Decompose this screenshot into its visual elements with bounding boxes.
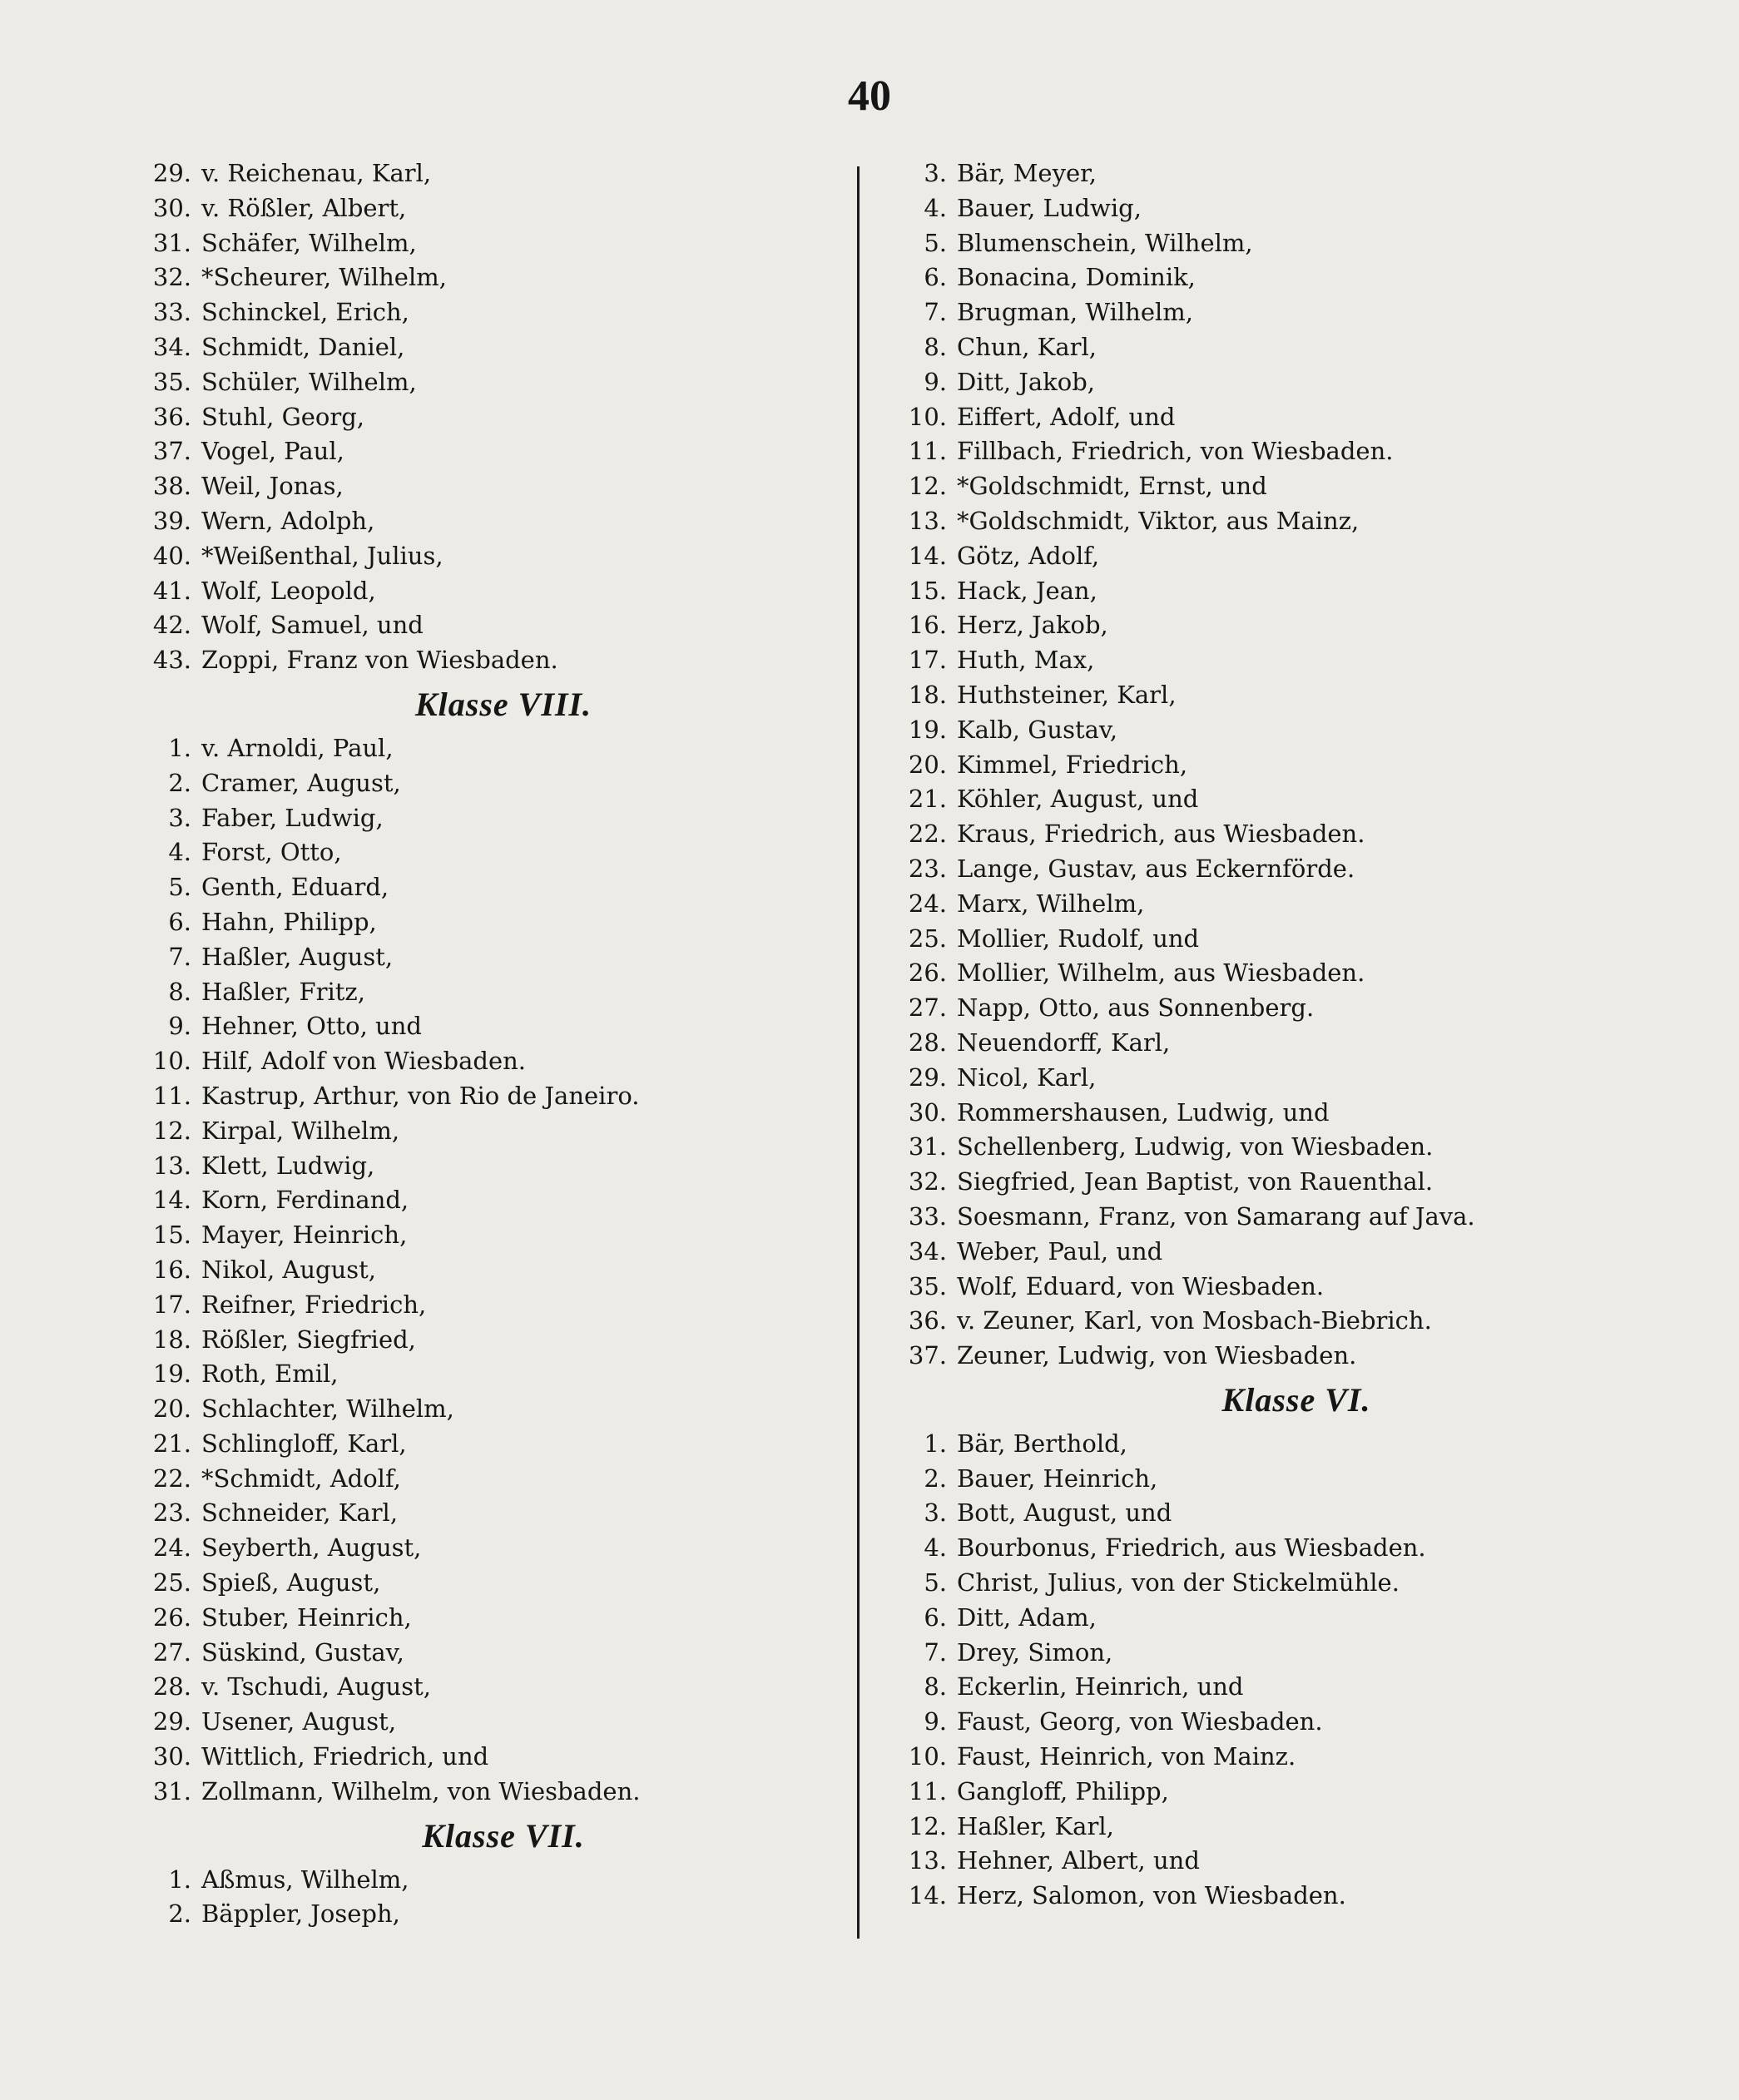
entry-number: 12. <box>152 1116 191 1145</box>
entry-number: 22. <box>908 820 947 849</box>
student-entry <box>889 1270 1604 1305</box>
entry-number: 1. <box>168 1865 191 1894</box>
entry-number: 20. <box>908 750 947 779</box>
student-name: *Goldschmidt, Viktor, aus Mainz, <box>957 506 1360 535</box>
student-entry <box>133 731 840 766</box>
student-name: Hack, Jean, <box>957 576 1097 605</box>
student-name: Kalb, Gustav, <box>957 715 1118 744</box>
entry-number: 41. <box>152 576 191 605</box>
entry-number: 8. <box>924 1672 947 1701</box>
entry-number: 24. <box>152 1533 191 1563</box>
student-name: Huth, Max, <box>957 646 1095 675</box>
student-name: Götz, Adolf, <box>957 541 1100 570</box>
student-entry <box>889 1427 1604 1462</box>
entry-number: 27. <box>152 1637 191 1667</box>
student-name: Bourbonus, Friedrich, aus Wiesbaden. <box>957 1533 1426 1563</box>
student-name: Gangloff, Philipp, <box>957 1776 1169 1805</box>
student-name: Bott, August, und <box>957 1498 1172 1528</box>
entry-number: 16. <box>152 1255 191 1284</box>
student-name: Rommershausen, Ludwig, und <box>957 1097 1330 1127</box>
student-entry <box>889 504 1604 539</box>
student-name: Chun, Karl, <box>957 332 1097 361</box>
student-entry <box>133 574 840 609</box>
student-entry <box>889 887 1604 922</box>
student-entry <box>889 400 1604 435</box>
student-entry <box>133 1670 840 1705</box>
student-entry <box>133 295 840 330</box>
student-name: Hahn, Philipp, <box>201 907 377 936</box>
student-entry <box>133 1114 840 1149</box>
student-name: Nikol, August, <box>201 1255 377 1284</box>
student-entry <box>133 1601 840 1636</box>
student-name: Lange, Gustav, aus Eckernförde. <box>957 854 1355 883</box>
student-entry <box>889 1165 1604 1200</box>
entry-number: 12. <box>908 1811 947 1840</box>
student-name: Schüler, Wilhelm, <box>201 367 417 396</box>
student-entry <box>133 330 840 365</box>
student-name: Schlachter, Wilhelm, <box>201 1394 454 1424</box>
entry-number: 30. <box>152 1742 191 1771</box>
student-name: Vogel, Paul, <box>201 437 344 466</box>
entry-number: 5. <box>168 873 191 902</box>
entry-number: 17. <box>152 1290 191 1319</box>
entry-number: 15. <box>908 576 947 605</box>
entry-number: 24. <box>908 889 947 918</box>
entry-number: 30. <box>152 193 191 222</box>
student-entry <box>889 191 1604 226</box>
student-entry <box>133 1897 840 1932</box>
student-name: Mollier, Wilhelm, aus Wiesbaden. <box>957 958 1365 988</box>
student-entry <box>889 1705 1604 1740</box>
student-entry <box>889 678 1604 713</box>
class-heading: Klasse VI. <box>1221 1380 1371 1419</box>
entry-number: 7. <box>168 942 191 971</box>
student-name: Zollmann, Wilhelm, von Wiesbaden. <box>201 1776 641 1805</box>
student-entry <box>133 940 840 975</box>
student-entry <box>133 1009 840 1044</box>
entry-number: 21. <box>908 785 947 814</box>
entry-number: 13. <box>152 1151 191 1180</box>
student-entry <box>133 643 840 678</box>
entry-number: 25. <box>152 1568 191 1597</box>
student-name: Aßmus, Wilhelm, <box>201 1865 409 1894</box>
student-entry <box>889 922 1604 957</box>
student-name: Christ, Julius, von der Stickelmühle. <box>957 1568 1400 1597</box>
student-entry <box>889 608 1604 643</box>
student-entry <box>889 365 1604 400</box>
entry-number: 30. <box>908 1097 947 1127</box>
student-entry <box>133 1044 840 1079</box>
student-entry <box>889 748 1604 783</box>
left-column <box>133 156 840 1932</box>
student-entry <box>889 1601 1604 1636</box>
student-name: Usener, August, <box>201 1707 397 1736</box>
student-entry <box>133 1288 840 1323</box>
entry-number: 29. <box>152 1707 191 1736</box>
student-entry <box>889 1235 1604 1270</box>
student-entry <box>889 1636 1604 1671</box>
entry-number: 3. <box>924 159 947 187</box>
student-name: Hehner, Albert, und <box>957 1846 1200 1875</box>
student-name: *Schmidt, Adolf, <box>201 1464 401 1493</box>
entry-number: 20. <box>152 1394 191 1424</box>
student-name: v. Arnoldi, Paul, <box>201 733 394 762</box>
entry-number: 33. <box>908 1201 947 1231</box>
student-name: v. Tschudi, August, <box>201 1672 431 1701</box>
entry-number: 2. <box>924 1464 947 1493</box>
student-name: Süskind, Gustav, <box>201 1637 404 1667</box>
student-name: Eiffert, Adolf, und <box>957 402 1176 431</box>
entry-number: 40. <box>152 541 191 570</box>
entry-number: 26. <box>152 1602 191 1632</box>
entry-number: 34. <box>152 332 191 361</box>
student-entry <box>889 539 1604 574</box>
entry-number: 5. <box>924 228 947 257</box>
student-entry <box>889 226 1604 261</box>
student-name: Rößler, Siegfried, <box>201 1325 416 1354</box>
student-entry <box>133 870 840 905</box>
student-entry <box>889 1304 1604 1339</box>
entry-number: 18. <box>152 1325 191 1354</box>
student-name: Herz, Jakob, <box>957 611 1108 640</box>
student-name: Kimmel, Friedrich, <box>957 750 1188 779</box>
student-entry <box>889 260 1604 295</box>
student-entry <box>133 1253 840 1288</box>
student-entry <box>133 1775 840 1810</box>
student-entry <box>133 400 840 435</box>
student-entry <box>133 1740 840 1775</box>
student-name: Schmidt, Daniel, <box>201 332 405 361</box>
student-entry <box>133 905 840 940</box>
entry-number: 4. <box>168 838 191 867</box>
page-number: 40 <box>848 72 891 120</box>
student-name: Bonacina, Dominik, <box>957 263 1196 292</box>
student-name: Schäfer, Wilhelm, <box>201 228 417 257</box>
entry-number: 27. <box>908 993 947 1023</box>
student-name: Genth, Eduard, <box>201 873 389 902</box>
student-entry <box>889 1026 1604 1061</box>
entry-number: 6. <box>168 907 191 936</box>
student-name: Schneider, Karl, <box>201 1498 399 1528</box>
entry-number: 7. <box>924 1637 947 1667</box>
student-name: Zoppi, Franz von Wiesbaden. <box>201 646 558 675</box>
student-entry <box>889 1061 1604 1096</box>
student-entry <box>133 156 840 191</box>
entry-number: 9. <box>924 1707 947 1736</box>
student-entry <box>133 1705 840 1740</box>
student-entry <box>889 1531 1604 1566</box>
entry-number: 22. <box>152 1464 191 1493</box>
student-name: Bäppler, Joseph, <box>201 1899 400 1929</box>
student-entry <box>133 1531 840 1566</box>
student-name: *Weißenthal, Julius, <box>201 541 443 570</box>
student-name: Eckerlin, Heinrich, und <box>957 1672 1244 1701</box>
entry-number: 29. <box>152 159 191 187</box>
entry-number: 13. <box>908 1846 947 1875</box>
entry-number: 11. <box>152 1081 191 1110</box>
student-name: Napp, Otto, aus Sonnenberg. <box>957 993 1315 1023</box>
student-entry <box>133 469 840 504</box>
entry-number: 11. <box>908 437 947 466</box>
student-entry <box>889 1462 1604 1497</box>
entry-number: 7. <box>924 298 947 327</box>
student-entry <box>133 1863 840 1898</box>
entry-number: 2. <box>168 1899 191 1929</box>
student-entry <box>133 504 840 539</box>
student-name: Cramer, August, <box>201 768 401 797</box>
student-entry <box>889 469 1604 504</box>
student-name: Bär, Berthold, <box>957 1429 1127 1458</box>
entry-number: 31. <box>152 228 191 257</box>
student-entry <box>133 608 840 643</box>
student-entry <box>133 1357 840 1392</box>
student-name: Weber, Paul, und <box>957 1236 1163 1265</box>
right-column <box>889 156 1604 1914</box>
student-name: Fillbach, Friedrich, von Wiesbaden. <box>957 437 1394 466</box>
entry-number: 8. <box>168 977 191 1006</box>
student-entry <box>133 1462 840 1497</box>
student-name: Haßler, Fritz, <box>201 977 365 1006</box>
entry-number: 32. <box>152 263 191 292</box>
student-entry <box>133 539 840 574</box>
student-entry <box>889 1879 1604 1914</box>
student-name: Nicol, Karl, <box>957 1062 1097 1092</box>
student-name: Haßler, August, <box>201 942 394 971</box>
student-entry <box>889 1496 1604 1531</box>
entry-number: 3. <box>168 803 191 832</box>
student-entry <box>889 1200 1604 1235</box>
student-entry <box>133 260 840 295</box>
student-name: Wolf, Leopold, <box>201 576 376 605</box>
student-name: Faust, Georg, von Wiesbaden. <box>957 1707 1323 1736</box>
student-name: Schellenberg, Ludwig, von Wiesbaden. <box>957 1132 1434 1161</box>
student-name: Kirpal, Wilhelm, <box>201 1116 400 1145</box>
entry-number: 23. <box>908 854 947 883</box>
entry-number: 4. <box>924 1533 947 1563</box>
student-entry <box>133 835 840 870</box>
student-name: Ditt, Jakob, <box>957 367 1095 396</box>
student-name: Köhler, August, und <box>957 785 1199 814</box>
entry-number: 9. <box>924 367 947 396</box>
student-entry <box>133 1427 840 1462</box>
entry-number: 4. <box>924 193 947 222</box>
entry-number: 32. <box>908 1167 947 1196</box>
student-name: Mollier, Rudolf, und <box>957 924 1200 953</box>
student-entry <box>133 766 840 801</box>
student-name: Haßler, Karl, <box>957 1811 1114 1840</box>
student-name: *Goldschmidt, Ernst, und <box>957 472 1267 501</box>
entry-number: 33. <box>152 298 191 327</box>
student-name: Zeuner, Ludwig, von Wiesbaden. <box>957 1341 1357 1370</box>
student-name: Weil, Jonas, <box>201 472 344 501</box>
student-name: Blumenschein, Wilhelm, <box>957 228 1253 257</box>
student-entry <box>889 295 1604 330</box>
entry-number: 26. <box>908 958 947 988</box>
student-entry <box>133 1323 840 1358</box>
entry-number: 5. <box>924 1568 947 1597</box>
student-name: Roth, Emil, <box>201 1360 339 1389</box>
entry-number: 21. <box>152 1429 191 1458</box>
entry-number: 29. <box>908 1062 947 1092</box>
entry-number: 13. <box>908 506 947 535</box>
student-name: Wolf, Samuel, und <box>201 611 424 640</box>
entry-number: 36. <box>152 402 191 431</box>
entry-number: 15. <box>152 1221 191 1250</box>
entry-number: 11. <box>908 1776 947 1805</box>
student-entry <box>889 1339 1604 1374</box>
student-name: Huthsteiner, Karl, <box>957 680 1177 709</box>
student-name: Schlingloff, Karl, <box>201 1429 407 1458</box>
student-entry <box>133 1183 840 1218</box>
student-name: Bauer, Heinrich, <box>957 1464 1158 1493</box>
entry-number: 18. <box>908 680 947 709</box>
entry-number: 23. <box>152 1498 191 1528</box>
student-name: Marx, Wilhelm, <box>957 889 1145 918</box>
student-name: Siegfried, Jean Baptist, von Rauenthal. <box>957 1167 1434 1196</box>
student-entry <box>889 434 1604 469</box>
entry-number: 38. <box>152 472 191 501</box>
entry-number: 25. <box>908 924 947 953</box>
column-divider <box>857 166 860 1939</box>
student-entry <box>133 1392 840 1427</box>
student-entry <box>889 1844 1604 1879</box>
student-name: Neuendorff, Karl, <box>957 1028 1171 1057</box>
entry-number: 17. <box>908 646 947 675</box>
entry-number: 14. <box>908 541 947 570</box>
student-entry <box>133 1566 840 1601</box>
entry-number: 1. <box>168 733 191 762</box>
student-name: Klett, Ludwig, <box>201 1151 375 1180</box>
student-name: Reifner, Friedrich, <box>201 1290 427 1319</box>
student-name: Kastrup, Arthur, von Rio de Janeiro. <box>201 1081 640 1110</box>
entry-number: 14. <box>908 1881 947 1910</box>
student-entry <box>889 1130 1604 1165</box>
entry-number: 10. <box>908 1742 947 1771</box>
student-entry <box>889 643 1604 678</box>
student-entry <box>889 330 1604 365</box>
student-name: v. Rößler, Albert, <box>201 193 407 222</box>
student-entry <box>889 1810 1604 1845</box>
student-name: Forst, Otto, <box>201 838 342 867</box>
entry-number: 35. <box>908 1271 947 1300</box>
entry-number: 39. <box>152 506 191 535</box>
entry-number: 35. <box>152 367 191 396</box>
entry-number: 6. <box>924 1602 947 1632</box>
entry-number: 28. <box>908 1028 947 1057</box>
entry-number: 10. <box>908 402 947 431</box>
student-name: Hehner, Otto, und <box>201 1012 422 1041</box>
student-name: v. Reichenau, Karl, <box>201 159 432 187</box>
student-name: Ditt, Adam, <box>957 1602 1097 1632</box>
student-entry <box>133 434 840 469</box>
entry-number: 42. <box>152 611 191 640</box>
student-entry <box>133 1496 840 1531</box>
class-heading: Klasse VII. <box>422 1816 585 1855</box>
student-name: Hilf, Adolf von Wiesbaden. <box>201 1047 526 1076</box>
student-name: Wittlich, Friedrich, und <box>201 1742 489 1771</box>
entry-number: 28. <box>152 1672 191 1701</box>
entry-number: 9. <box>168 1012 191 1041</box>
entry-number: 34. <box>908 1236 947 1265</box>
student-name: Herz, Salomon, von Wiesbaden. <box>957 1881 1346 1910</box>
student-entry <box>889 1775 1604 1810</box>
student-name: Brugman, Wilhelm, <box>957 298 1193 327</box>
entry-number: 19. <box>152 1360 191 1389</box>
entry-number: 36. <box>908 1306 947 1335</box>
student-entry <box>889 852 1604 887</box>
entry-number: 3. <box>924 1498 947 1528</box>
student-entry <box>889 574 1604 609</box>
entry-number: 31. <box>908 1132 947 1161</box>
entry-number: 37. <box>908 1341 947 1370</box>
student-name: Bauer, Ludwig, <box>957 193 1142 222</box>
entry-number: 12. <box>908 472 947 501</box>
student-entry <box>889 1096 1604 1131</box>
student-name: Faust, Heinrich, von Mainz. <box>957 1742 1296 1771</box>
student-name: Korn, Ferdinand, <box>201 1186 409 1215</box>
entry-number: 14. <box>152 1186 191 1215</box>
class-heading: Klasse VIII. <box>414 685 592 723</box>
student-name: Soesmann, Franz, von Samarang auf Java. <box>957 1201 1475 1231</box>
student-name: v. Zeuner, Karl, von Mosbach-Biebrich. <box>957 1306 1432 1335</box>
student-entry <box>889 1670 1604 1705</box>
student-entry <box>133 1149 840 1184</box>
student-entry <box>133 226 840 261</box>
student-name: Faber, Ludwig, <box>201 803 384 832</box>
student-entry <box>889 1566 1604 1601</box>
student-entry <box>133 975 840 1010</box>
student-entry <box>133 801 840 836</box>
student-entry <box>133 1079 840 1114</box>
entry-number: 37. <box>152 437 191 466</box>
entry-number: 10. <box>152 1047 191 1076</box>
student-entry <box>889 782 1604 817</box>
entry-number: 6. <box>924 263 947 292</box>
student-entry <box>133 1636 840 1671</box>
student-name: Stuber, Heinrich, <box>201 1602 412 1632</box>
student-entry <box>133 191 840 226</box>
student-name: *Scheurer, Wilhelm, <box>201 263 447 292</box>
student-entry <box>889 1740 1604 1775</box>
student-name: Wern, Adolph, <box>201 506 375 535</box>
entry-number: 1. <box>924 1429 947 1458</box>
student-entry <box>889 817 1604 852</box>
student-name: Drey, Simon, <box>957 1637 1113 1667</box>
entry-number: 16. <box>908 611 947 640</box>
student-entry <box>889 991 1604 1026</box>
student-name: Kraus, Friedrich, aus Wiesbaden. <box>957 820 1365 849</box>
entry-number: 31. <box>152 1776 191 1805</box>
student-name: Spieß, August, <box>201 1568 381 1597</box>
student-entry <box>889 156 1604 191</box>
student-name: Stuhl, Georg, <box>201 402 365 431</box>
student-entry <box>133 365 840 400</box>
entry-number: 8. <box>924 332 947 361</box>
student-name: Bär, Meyer, <box>957 159 1097 187</box>
student-entry <box>889 956 1604 991</box>
student-name: Schinckel, Erich, <box>201 298 409 327</box>
entry-number: 19. <box>908 715 947 744</box>
entry-number: 2. <box>168 768 191 797</box>
student-name: Seyberth, August, <box>201 1533 422 1563</box>
entry-number: 43. <box>152 646 191 675</box>
student-name: Mayer, Heinrich, <box>201 1221 408 1250</box>
student-entry <box>889 713 1604 748</box>
student-name: Wolf, Eduard, von Wiesbaden. <box>957 1271 1325 1300</box>
student-entry <box>133 1218 840 1253</box>
